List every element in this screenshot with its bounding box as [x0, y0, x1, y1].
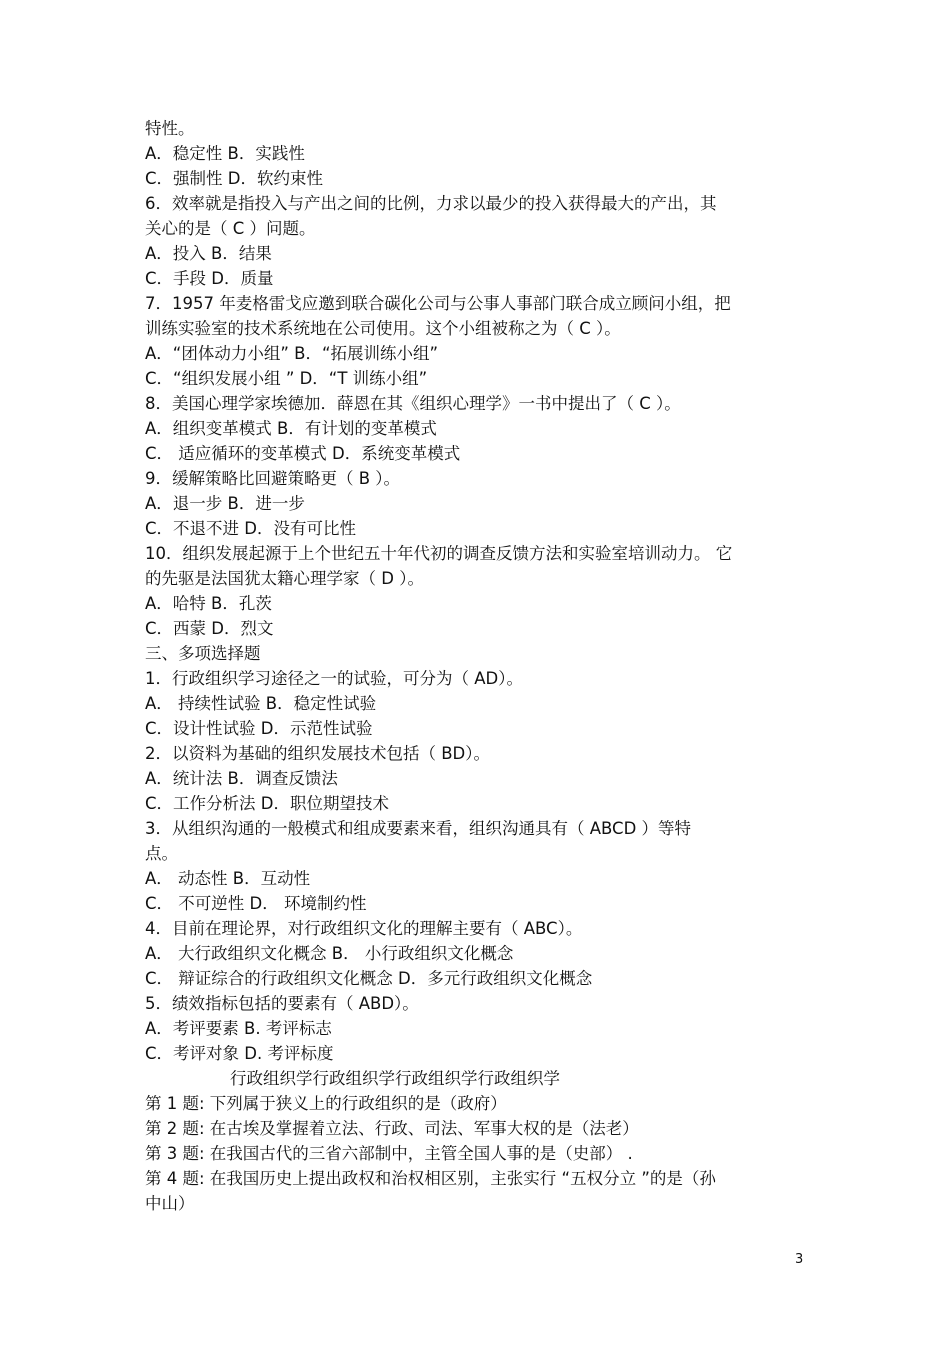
text-line: 特性。 — [145, 119, 195, 138]
text-line: 9．缓解策略比回避策略更（ B ）。 — [145, 469, 401, 488]
text-line: A． 大行政组织文化概念 B． 小行政组织文化概念 — [145, 944, 514, 963]
text-line: 3．从组织沟通的一般模式和组成要素来看，组织沟通具有（ ABCD ）等特 — [145, 819, 692, 838]
question-line: 第 3 题: 在我国古代的三省六部制中，主管全国人事的是（史部） . — [145, 1144, 633, 1163]
text-line: 10．组织发展起源于上个世纪五十年代初的调查反馈方法和实验室培训动力。 它 — [145, 544, 733, 563]
text-line: C．考评对象 D. 考评标度 — [145, 1044, 334, 1063]
question-line: 第 4 题: 在我国历史上提出政权和治权相区别，主张实行 “五权分立 ”的是（孙 — [145, 1169, 716, 1188]
text-line: 的先驱是法国犹太籍心理学家（ D ）。 — [145, 569, 424, 588]
text-line: C． 不可逆性 D． 环境制约性 — [145, 894, 367, 913]
text-line: 4．目前在理论界，对行政组织文化的理解主要有（ ABC）。 — [145, 919, 583, 938]
text-line: 2．以资料为基础的组织发展技术包括（ BD）。 — [145, 744, 491, 763]
text-line: C． 适应循环的变革模式 D．系统变革模式 — [145, 444, 461, 463]
text-line: A．稳定性 B．实践性 — [145, 144, 305, 163]
text-line: C．工作分析法 D．职位期望技术 — [145, 794, 389, 813]
text-line: 6．效率就是指投入与产出之间的比例，力求以最少的投入获得最大的产出，其 — [145, 194, 717, 213]
text-line: A．哈特 B．孔茨 — [145, 594, 272, 613]
text-line: 7．1957 年麦格雷戈应邀到联合碳化公司与公事人事部门联合成立顾问小组，把 — [145, 294, 731, 313]
text-line: 点。 — [145, 844, 178, 863]
text-line: C． 辩证综合的行政组织文化概念 D．多元行政组织文化概念 — [145, 969, 593, 988]
subtitle: 行政组织学行政组织学行政组织学行政组织学 — [230, 1069, 560, 1088]
text-line: A．组织变革模式 B．有计划的变革模式 — [145, 419, 437, 438]
text-line: C．“组织发展小组 ” D．“T 训练小组” — [145, 369, 428, 388]
text-line: C．设计性试验 D．示范性试验 — [145, 719, 373, 738]
text-line: 1．行政组织学习途径之一的试验，可分为（ AD）。 — [145, 669, 523, 688]
question-line: 第 1 题: 下列属于狭义上的行政组织的是（政府） — [145, 1094, 507, 1113]
text-line: C．西蒙 D．烈文 — [145, 619, 274, 638]
text-line: 训练实验室的技术系统地在公司使用。这个小组被称之为（ C ）。 — [145, 319, 621, 338]
text-line: A．考评要素 B. 考评标志 — [145, 1019, 332, 1038]
text-line: A．投入 B．结果 — [145, 244, 272, 263]
text-line: A．统计法 B．调查反馈法 — [145, 769, 338, 788]
page-number: 3 — [795, 1252, 804, 1267]
section-heading: 三、多项选择题 — [145, 644, 261, 663]
text-line: A． 持续性试验 B．稳定性试验 — [145, 694, 377, 713]
text-line: A．退一步 B．进一步 — [145, 494, 305, 513]
text-line: C．手段 D．质量 — [145, 269, 274, 288]
text-line: 5．绩效指标包括的要素有（ ABD）。 — [145, 994, 419, 1013]
text-line: 关心的是（ C ）问题。 — [145, 219, 316, 238]
question-line: 第 2 题: 在古埃及掌握着立法、行政、司法、军事大权的是（法老） — [145, 1119, 639, 1138]
text-line: 8．美国心理学家埃德加．薛恩在其《组织心理学》一书中提出了（ C ）。 — [145, 394, 681, 413]
text-line: C．不退不进 D．没有可比性 — [145, 519, 356, 538]
text-line: A． 动态性 B．互动性 — [145, 869, 311, 888]
text-line: A．“团体动力小组” B．“拓展训练小组” — [145, 344, 439, 363]
text-line: C．强制性 D．软约束性 — [145, 169, 323, 188]
question-line: 中山） — [145, 1194, 195, 1213]
